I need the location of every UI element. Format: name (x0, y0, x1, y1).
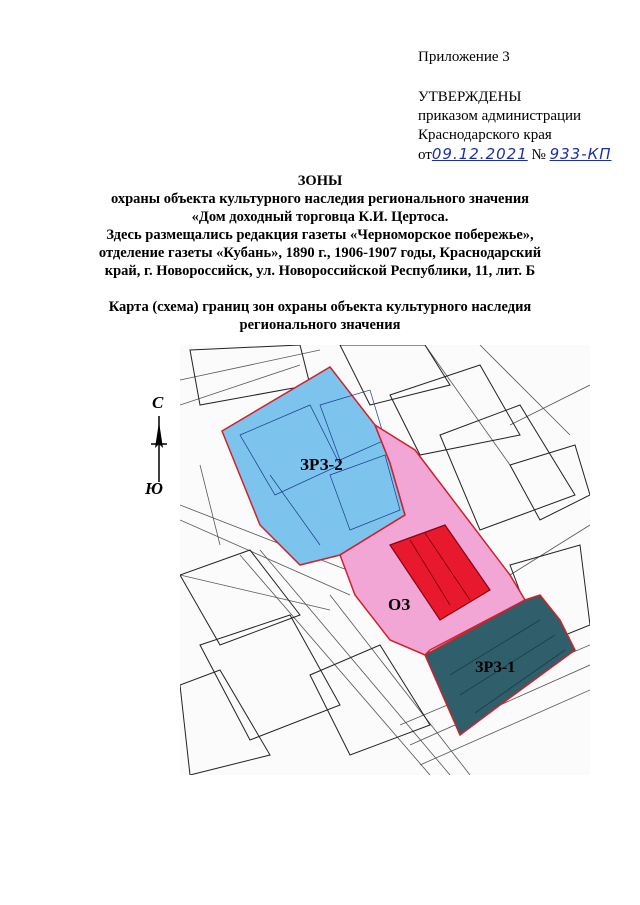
title-line-1: охраны объекта культурного наследия регионального значения (110, 191, 530, 207)
map-title-line-1: Карта (схема) границ зон охраны объекта культурного наследия (108, 299, 532, 315)
zone-zrz2-label: ЗРЗ-2 (300, 455, 343, 474)
zone-oz-label: ОЗ (388, 595, 411, 614)
appendix-label: Приложение 3 (418, 49, 510, 65)
number-label: № (531, 147, 546, 163)
title-line-2: «Дом доходный торговца К.И. Цертоса. (191, 209, 449, 225)
title-line-4: отделение газеты «Кубань», 1890 г., 1906-1907 годы, Краснодарский (98, 245, 542, 261)
order-line: приказом администрации (418, 108, 582, 124)
title-line-3: Здесь размещались редакция газеты «Черноморское побережье», (106, 227, 534, 243)
handwritten-date: 09.12.2021 (431, 145, 528, 163)
compass-arrow-icon (148, 414, 170, 484)
document-title (60, 172, 580, 334)
handwritten-number: 933-КП (549, 145, 612, 163)
zone-map (180, 345, 590, 775)
map-title-line-2: регионального значения (239, 317, 401, 333)
approval-block (418, 88, 612, 165)
title-zones: ЗОНЫ (297, 173, 343, 189)
date-number-line (418, 145, 612, 165)
compass-south-label: Ю (145, 479, 163, 498)
zone-zrz1-label: ЗРЗ-1 (475, 659, 516, 676)
from-label: от (418, 147, 432, 163)
region-line: Краснодарского края (418, 127, 552, 143)
title-line-5: край, г. Новороссийск, ул. Новороссийской Республики, 11, лит. Б (104, 263, 536, 279)
compass-north-label: С (152, 393, 164, 412)
approved-label: УТВЕРЖДЕНЫ (418, 89, 522, 105)
